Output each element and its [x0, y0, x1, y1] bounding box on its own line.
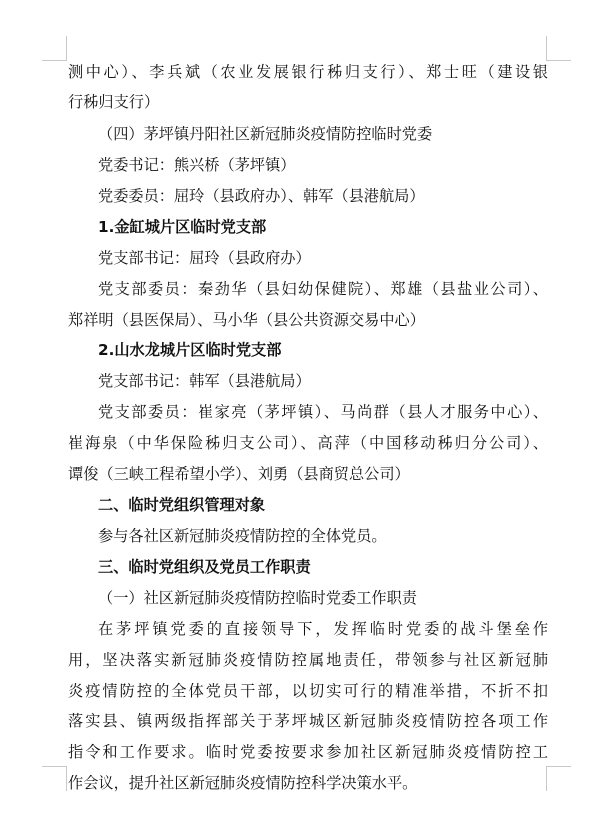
crop-mark-top-right	[546, 36, 571, 61]
section-heading: 二、临时党组织管理对象	[98, 496, 266, 514]
subsection-heading: （一）社区新冠肺炎疫情防控临时党委工作职责	[98, 589, 417, 607]
paragraph-line: 作会议，提升社区新冠肺炎疫情防控科学决策水平。	[68, 774, 418, 792]
paragraph-line: 行秭归支行）	[68, 93, 160, 111]
crop-mark-bottom-left	[42, 766, 67, 791]
paragraph-line: 参与各社区新冠肺炎疫情防控的全体党员。	[98, 527, 387, 545]
paragraph-line: 党委书记：熊兴桥（茅坪镇）	[98, 156, 296, 174]
branch-heading: 2.山水龙城片区临时党支部	[98, 341, 282, 359]
paragraph-line: 郑祥明（县医保局）、马小华（县公共资源交易中心）	[68, 311, 425, 329]
crop-mark-bottom-right	[546, 766, 571, 791]
paragraph-line: 指令和工作要求。临时党委按要求参加社区新冠肺炎疫情防控工	[68, 743, 548, 761]
paragraph-line: 崔海泉（中华保险秭归支公司）、高萍（中国移动秭归分公司）、	[68, 434, 548, 452]
paragraph-line: 党委委员：屈玲（县政府办）、韩军（县港航局）	[98, 187, 425, 205]
paragraph-line: 谭俊（三峡工程希望小学）、刘勇（县商贸总公司）	[68, 465, 410, 483]
paragraph-line: 党支部书记：屈玲（县政府办）	[98, 249, 311, 267]
paragraph-line: 炎疫情防控的全体党员干部，以切实可行的精准举措，不折不扣	[68, 682, 548, 700]
paragraph-line: 党支部委员：崔家亮（茅坪镇）、马尚群（县人才服务中心）、	[98, 403, 548, 421]
crop-mark-top-left	[42, 36, 67, 61]
paragraph-line: 测中心）、李兵斌（农业发展银行秭归支行）、郑士旺（建设银	[68, 63, 548, 81]
paragraph-line: 党支部委员：秦劲华（县妇幼保健院）、郑雄（县盐业公司）、	[98, 280, 548, 298]
paragraph-line: 党支部书记：韩军（县港航局）	[98, 372, 311, 390]
branch-heading: 1.金缸城片区临时党支部	[98, 218, 267, 236]
subsection-heading: （四）茅坪镇丹阳社区新冠肺炎疫情防控临时党委	[98, 125, 433, 143]
paragraph-line: 用，坚决落实新冠肺炎疫情防控属地责任，带领参与社区新冠肺	[68, 651, 548, 669]
paragraph-line: 落实县、镇两级指挥部关于茅坪城区新冠肺炎疫情防控各项工作	[68, 712, 548, 730]
paragraph-line: 在茅坪镇党委的直接领导下，发挥临时党委的战斗堡垒作	[98, 620, 548, 638]
section-heading: 三、临时党组织及党员工作职责	[98, 558, 311, 576]
